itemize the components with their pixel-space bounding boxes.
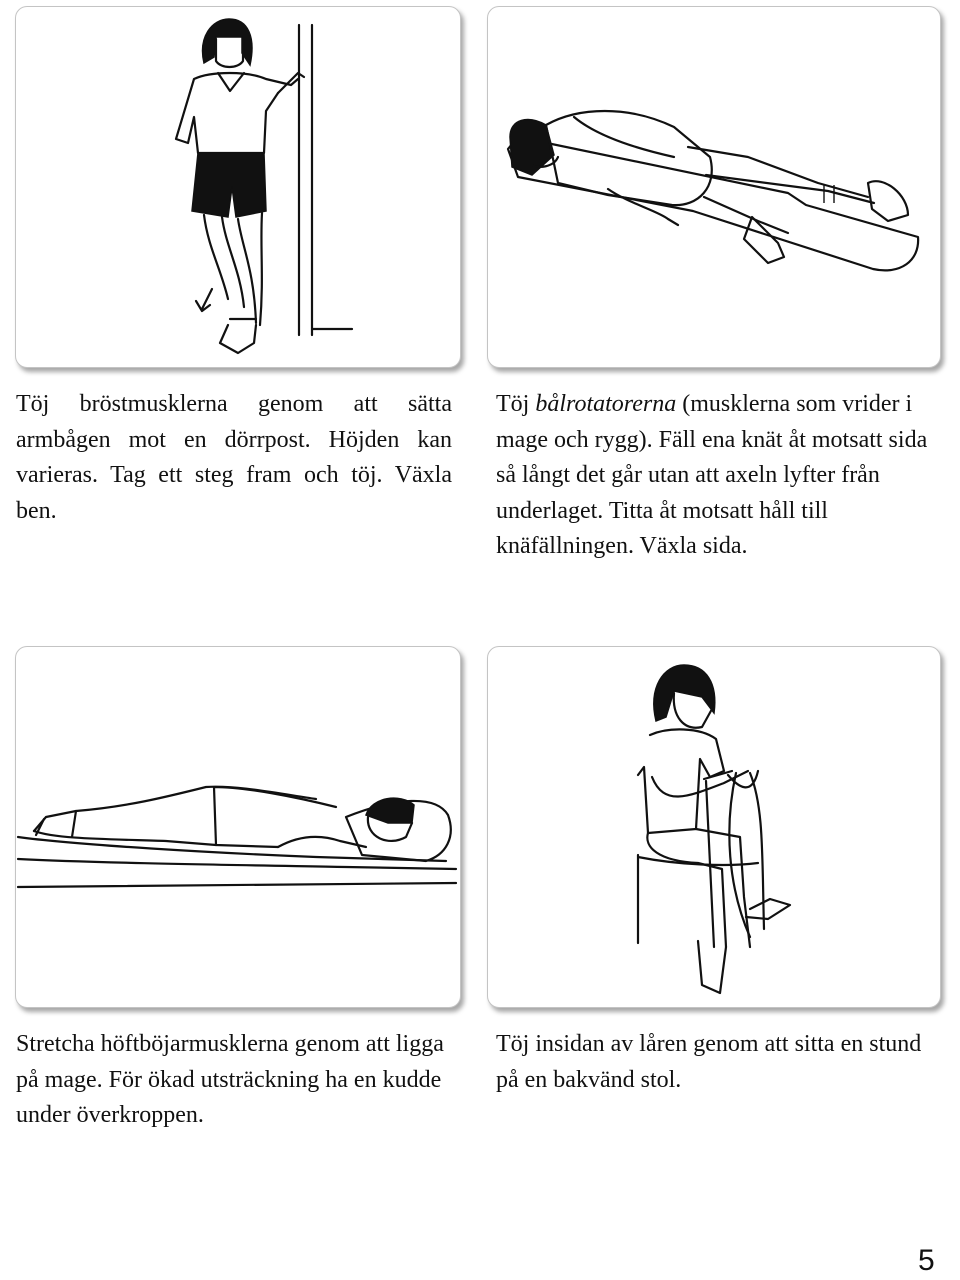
illustration-panel-spinal-twist	[487, 6, 941, 368]
spinal-twist-drawing	[488, 7, 940, 367]
caption-text: Töj bröstmusklerna genom att sätta armbågen mot en dörrpost. Höjden kan varieras. Tag ett steg fram och töj. Växla ben.	[16, 391, 452, 524]
prone-stretch-drawing	[16, 647, 460, 1007]
caption-rest: (musklerna som vrider i mage och rygg). Fäll ena knät åt motsatt sida så långt det går utan att axeln lyfter från underlaget. Titta åt motsatt håll till knäfällningen. Växla sida.	[496, 391, 928, 559]
caption-chest-stretch	[16, 387, 452, 529]
caption-text: Stretcha höftböjarmusklerna genom att ligga på mage. För ökad utsträckning ha en kudde under överkroppen.	[16, 1031, 444, 1128]
caption-intro: Töj	[496, 391, 536, 417]
caption-inner-thigh-stretch	[496, 1027, 936, 1098]
chair-stretch-drawing	[488, 647, 940, 1007]
doorpost-stretch-drawing	[16, 7, 460, 367]
illustration-panel-doorpost-stretch	[15, 6, 461, 368]
caption-trunk-rotation	[496, 387, 936, 565]
caption-text: Töj insidan av låren genom att sitta en stund på en bakvänd stol.	[496, 1031, 922, 1093]
caption-hip-flexor-stretch	[16, 1027, 456, 1134]
caption-emphasis: bålrotatorerna	[535, 391, 677, 417]
illustration-panel-prone-stretch	[15, 646, 461, 1008]
page-number: 5	[918, 1244, 935, 1277]
illustration-panel-chair-stretch	[487, 646, 941, 1008]
